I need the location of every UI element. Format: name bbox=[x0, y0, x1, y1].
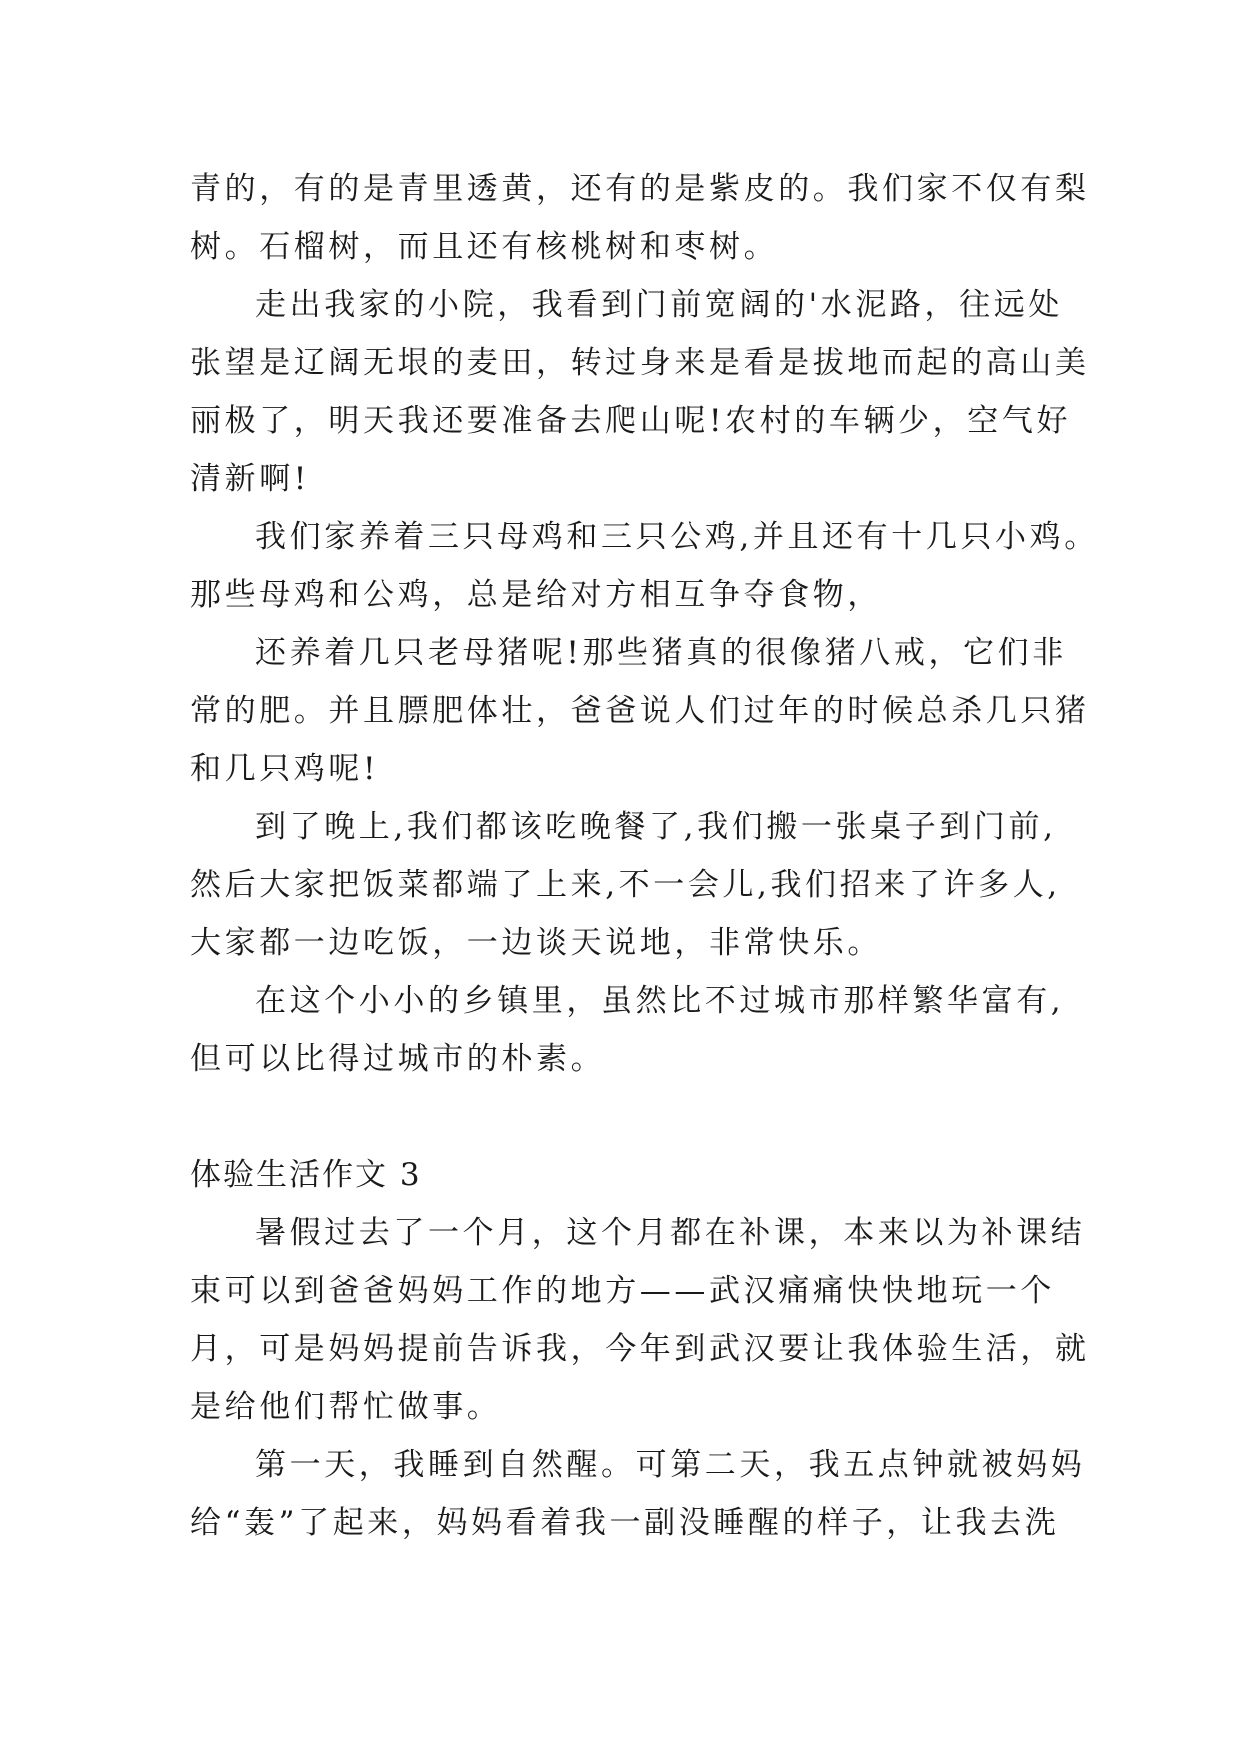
text-line: 但可以比得过城市的朴素。 bbox=[190, 1041, 606, 1077]
text-line: 走出我家的小院，我看到门前宽阔的'水泥路，往远处 bbox=[255, 287, 1063, 323]
text-line: 树。石榴树，而且还有核桃树和枣树。 bbox=[190, 229, 779, 265]
text-line: 束可以到爸爸妈妈工作的地方——武汉痛痛快快地玩一个 bbox=[190, 1273, 1055, 1309]
text-line: 常的肥。并且膘肥体壮，爸爸说人们过年的时候总杀几只猪 bbox=[190, 693, 1090, 729]
text-line: 然后大家把饭菜都端了上来,不一会儿,我们招来了许多人, bbox=[190, 867, 1061, 903]
paragraph bbox=[190, 798, 1060, 972]
text-line: 在这个小小的乡镇里，虽然比不过城市那样繁华富有, bbox=[255, 983, 1065, 1019]
text-line: 张望是辽阔无垠的麦田，转过身来是看是拔地而起的高山美 bbox=[190, 345, 1090, 381]
text-line: 大家都一边吃饭，一边谈天说地，非常快乐。 bbox=[190, 925, 882, 961]
paragraph bbox=[190, 508, 1099, 624]
text-line: 那些母鸡和公鸡，总是给对方相互争夺食物， bbox=[190, 577, 882, 613]
section-heading: 体验生活作文 3 bbox=[190, 1157, 422, 1193]
text-line: 青的，有的是青里透黄，还有的是紫皮的。我们家不仅有梨 bbox=[190, 171, 1090, 207]
paragraph bbox=[190, 1204, 1090, 1436]
paragraph bbox=[190, 972, 1065, 1088]
text-line: 暑假过去了一个月，这个月都在补课，本来以为补课结 bbox=[255, 1215, 1086, 1251]
text-line: 清新啊! bbox=[190, 461, 310, 497]
text-line: 还养着几只老母猪呢!那些猪真的很像猪八戒，它们非 bbox=[255, 635, 1067, 671]
paragraph bbox=[190, 1436, 1086, 1552]
text-line: 到了晚上,我们都该吃晚餐了,我们搬一张桌子到门前, bbox=[255, 809, 1057, 845]
paragraph bbox=[190, 276, 1090, 508]
paragraph bbox=[190, 160, 1090, 276]
document-page bbox=[190, 160, 1099, 1552]
text-line: 是给他们帮忙做事。 bbox=[190, 1389, 502, 1425]
text-line: 丽极了，明天我还要准备去爬山呢!农村的车辆少，空气好 bbox=[190, 403, 1072, 439]
text-line: 和几只鸡呢! bbox=[190, 751, 380, 787]
text-line: 第一天，我睡到自然醒。可第二天，我五点钟就被妈妈 bbox=[255, 1447, 1086, 1483]
text-line: 月，可是妈妈提前告诉我，今年到武汉要让我体验生活，就 bbox=[190, 1331, 1090, 1367]
text-line: 给“轰”了起来，妈妈看着我一副没睡醒的样子，让我去洗 bbox=[190, 1505, 1060, 1541]
text-line: 我们家养着三只母鸡和三只公鸡,并且还有十几只小鸡。 bbox=[255, 519, 1099, 555]
paragraph bbox=[190, 624, 1090, 798]
